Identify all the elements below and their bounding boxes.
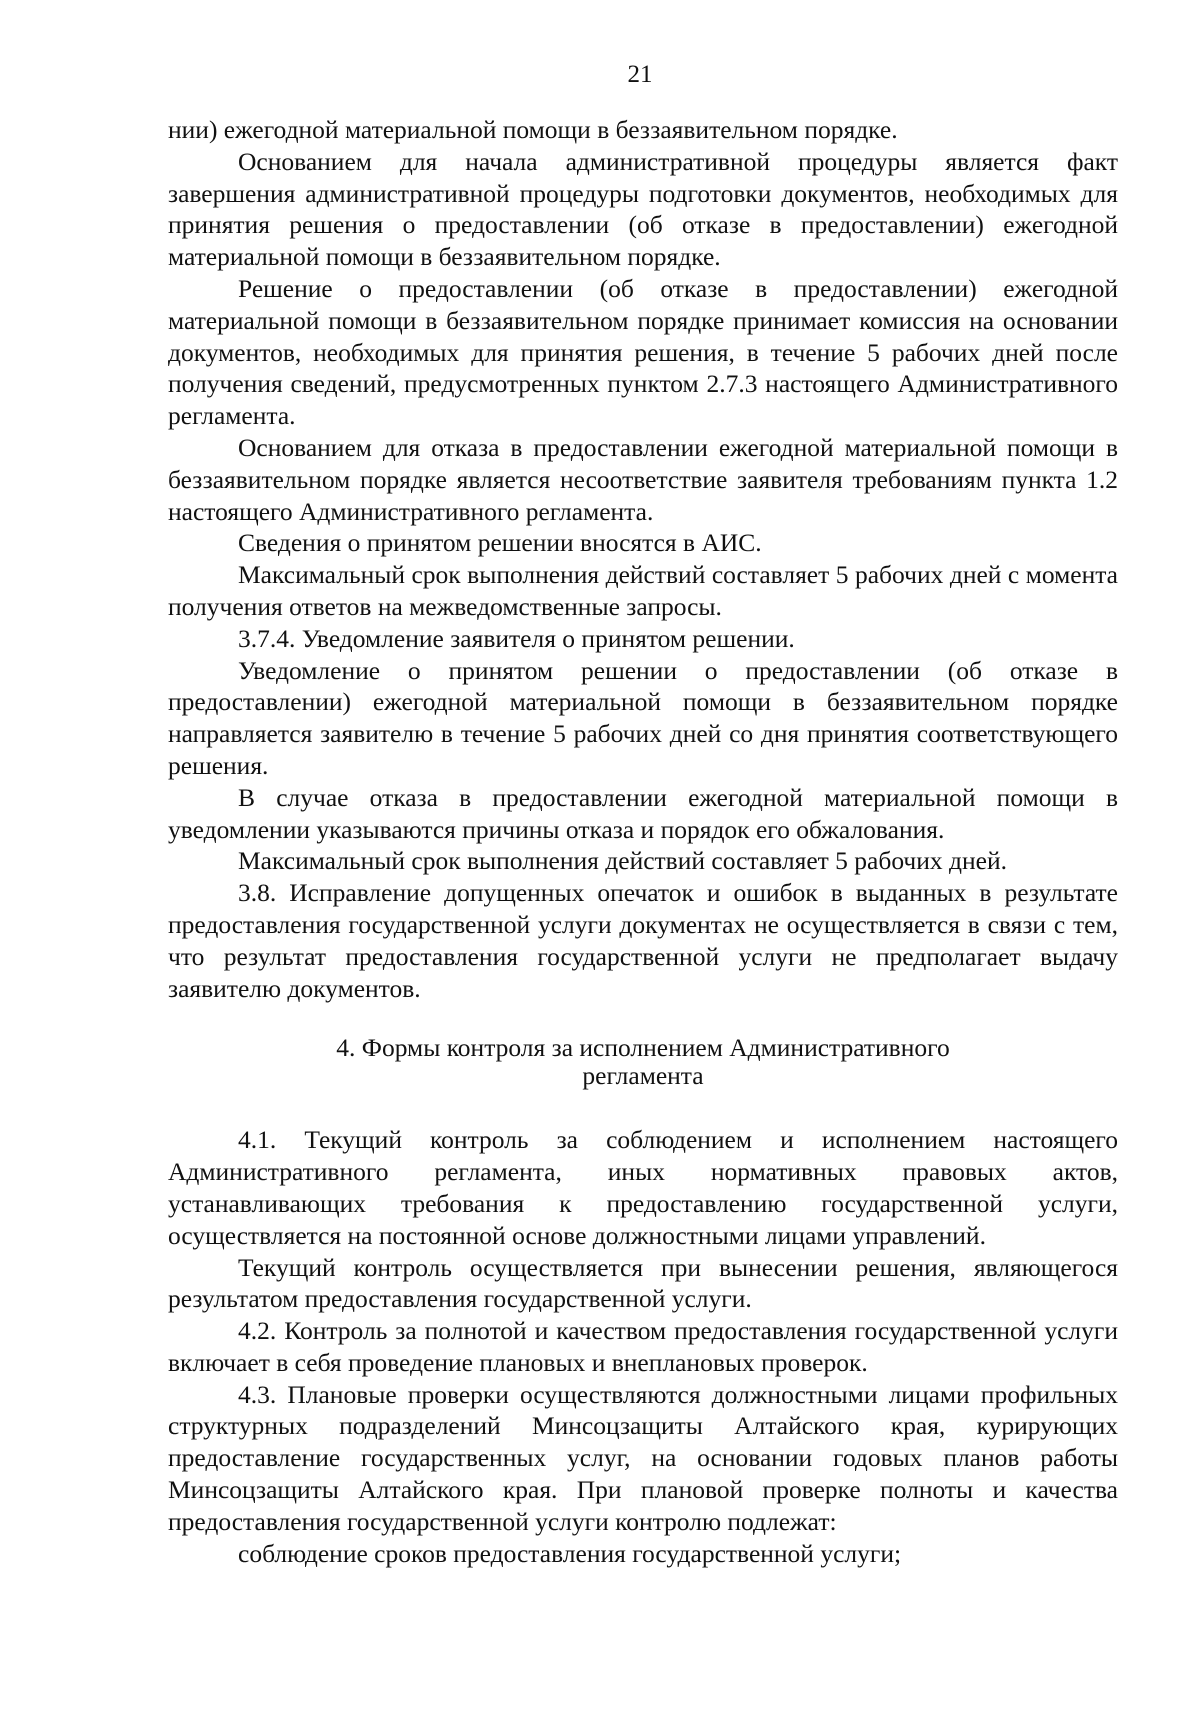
paragraph: Решение о предоставлении (об отказе в предоставлении) ежегодной материальной помощи в беззаявительном порядке принимает комиссия на основании документов, необходимых для принятия решения, в течение 5 рабочих дней после получения сведений, предусмотренных пунктом 2.7.3 настоящего Административного регламента. xyxy=(168,273,1118,431)
paragraph: Сведения о принятом решении вносятся в АИС. xyxy=(238,528,762,558)
paragraph: 4.2. Контроль за полнотой и качеством предоставления государственной услуги включает в себя проведение плановых и внеплановых проверок. xyxy=(168,1316,1118,1377)
section-heading-line: 4. Формы контроля за исполнением Административного xyxy=(336,1033,950,1063)
paragraph: 3.8. Исправление допущенных опечаток и ошибок в выданных в результате предоставления государственной услуги документах не осуществляется в связи с тем, что результат предоставления государственной услуги не предполагает выдачу заявителю документов. xyxy=(168,878,1118,1003)
paragraph: Максимальный срок выполнения действий составляет 5 рабочих дней. xyxy=(238,846,1007,876)
paragraph: Основанием для отказа в предоставлении ежегодной материальной помощи в беззаявительном порядке является несоответствие заявителя требованиям пункта 1.2 настоящего Административного регламента. xyxy=(168,432,1118,526)
paragraph: соблюдение сроков предоставления государственной услуги; xyxy=(238,1538,902,1568)
paragraph: 3.7.4. Уведомление заявителя о принятом решении. xyxy=(238,623,795,653)
document-body xyxy=(168,114,1118,1569)
paragraph: Максимальный срок выполнения действий составляет 5 рабочих дней с момента получения ответов на межведомственные запросы. xyxy=(168,560,1118,621)
paragraph: Основанием для начала административной процедуры является факт завершения административной процедуры подготовки документов, необходимых для принятия решения о предоставлении (об отказе в предоставлении) ежегодной материальной помощи в беззаявительном порядке. xyxy=(168,146,1118,272)
section-heading-line: регламента xyxy=(582,1061,704,1091)
paragraph: Текущий контроль осуществляется при вынесении решения, являющегося результатом предоставления государственной услуги. xyxy=(168,1252,1118,1314)
paragraph: 4.3. Плановые проверки осуществляются должностными лицами профильных структурных подразделений Минсоцзащиты Алтайского края, курирующих предоставление государственных услуг, на основании годовых планов работы Минсоцзащиты Алтайского края. При плановой проверке полноты и качества предоставления государственной услуги контролю подлежат: xyxy=(168,1379,1118,1536)
section-heading xyxy=(168,1034,1118,1090)
paragraph: В случае отказа в предоставлении ежегодной материальной помощи в уведомлении указываются причины отказа и порядок его обжалования. xyxy=(168,782,1118,844)
paragraph: нии) ежегодной материальной помощи в беззаявительном порядке. xyxy=(168,115,898,144)
page-number: 21 xyxy=(627,61,653,88)
paragraph: Уведомление о принятом решении о предоставлении (об отказе в предоставлении) ежегодной материальной помощи в беззаявительном порядке направляется заявителю в течение 5 рабочих дней со дня принятия соответствующего решения. xyxy=(168,655,1118,780)
paragraph: 4.1. Текущий контроль за соблюдением и исполнением настоящего Административного регламента, иных нормативных правовых актов, устанавливающих требования к предоставлению государственной услуги, осуществляется на постоянной основе должностными лицами управлений. xyxy=(168,1125,1118,1250)
